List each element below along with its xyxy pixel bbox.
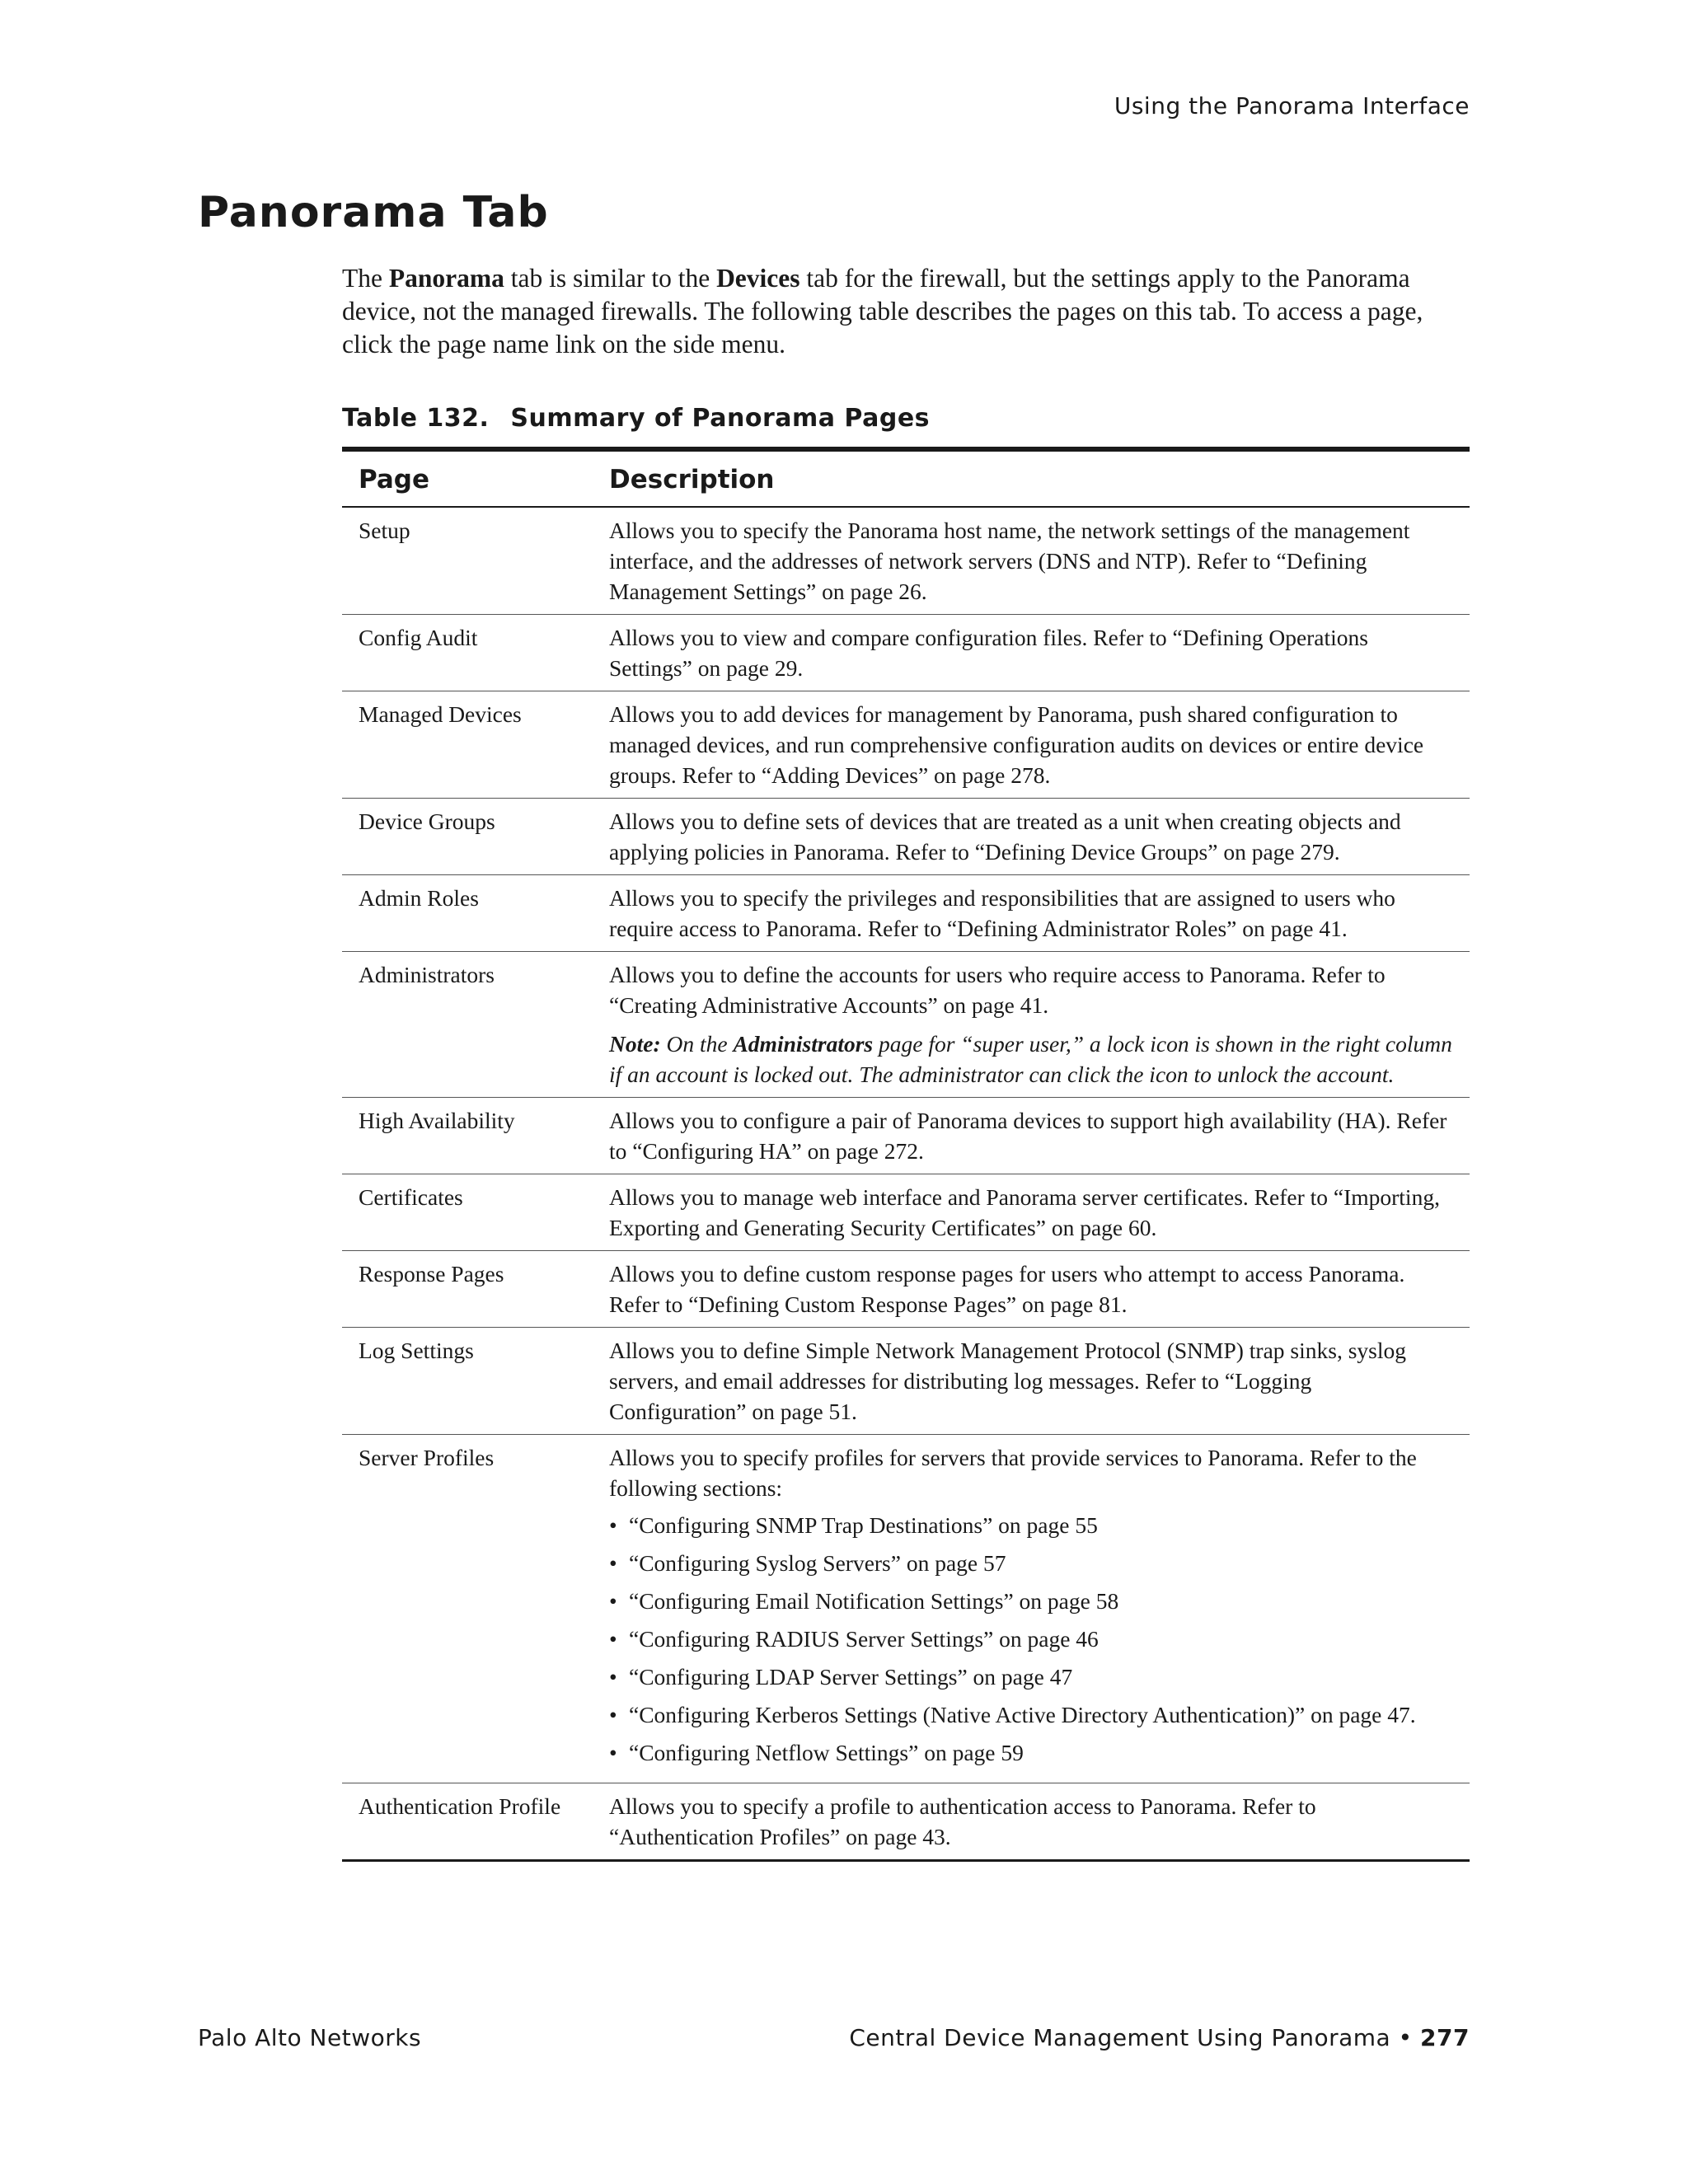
bullet-icon: • bbox=[609, 1740, 617, 1765]
description-cell: Allows you to view and compare configuration files. Refer to “Defining Operations Settings” on page 29. bbox=[593, 615, 1470, 691]
note-label: Note: bbox=[609, 1031, 661, 1057]
table-caption bbox=[342, 404, 930, 433]
running-header: Using the Panorama Interface bbox=[1114, 92, 1470, 120]
summary-table bbox=[342, 447, 1470, 1862]
description-cell: Allows you to define sets of devices that are treated as a unit when creating objects and applying policies in Panorama. Refer to “Defining Device Groups” on page 279. bbox=[593, 799, 1470, 875]
table-caption-number: Table 132. bbox=[342, 404, 490, 433]
table-row bbox=[342, 799, 1470, 875]
page-cell: Config Audit bbox=[342, 615, 593, 691]
description-cell: Allows you to configure a pair of Panorama devices to support high availability (HA). Refer to “Configuring HA” on page 272. bbox=[593, 1098, 1470, 1174]
table-row bbox=[342, 1098, 1470, 1174]
page-cell: High Availability bbox=[342, 1098, 593, 1174]
description-cell: Allows you to specify a profile to authentication access to Panorama. Refer to “Authentication Profiles” on page 43. bbox=[593, 1783, 1470, 1861]
table-header-row bbox=[342, 449, 1470, 507]
table-row bbox=[342, 875, 1470, 952]
footer-page-info bbox=[849, 2024, 1470, 2051]
page-number: 277 bbox=[1420, 2024, 1470, 2051]
reference-list-item: • “Configuring Netflow Settings” on page 59 bbox=[609, 1737, 1453, 1768]
page-cell: Setup bbox=[342, 507, 593, 615]
note-bold-administrators: Administrators bbox=[733, 1031, 874, 1057]
table-row bbox=[342, 1783, 1470, 1861]
table-caption-title: Summary of Panorama Pages bbox=[510, 404, 931, 433]
table-row bbox=[342, 691, 1470, 799]
table-row bbox=[342, 1174, 1470, 1251]
bullet-icon: • bbox=[609, 1664, 617, 1690]
intro-text-1: The bbox=[342, 264, 389, 293]
page-cell: Response Pages bbox=[342, 1251, 593, 1328]
bullet-icon: • bbox=[609, 1512, 617, 1538]
table-row bbox=[342, 952, 1470, 1098]
table-row bbox=[342, 507, 1470, 615]
page-cell: Certificates bbox=[342, 1174, 593, 1251]
footer-company: Palo Alto Networks bbox=[198, 2024, 422, 2051]
description-text: Allows you to define the accounts for users who require access to Panorama. Refer to “Creating Administrative Accounts” on page 41. bbox=[609, 962, 1386, 1018]
description-cell bbox=[593, 952, 1470, 1098]
table-row bbox=[342, 1328, 1470, 1435]
description-text: Allows you to specify profiles for servers that provide services to Panorama. Refer to the following sections: bbox=[609, 1445, 1417, 1501]
page-title: Panorama Tab bbox=[198, 188, 549, 237]
page-cell: Log Settings bbox=[342, 1328, 593, 1435]
bullet-icon: • bbox=[609, 1550, 617, 1576]
description-cell: Allows you to add devices for management by Panorama, push shared configuration to managed devices, and run comprehensive configuration audits on devices or entire device groups. Refer to “Adding Devices” on page 278. bbox=[593, 691, 1470, 799]
note-text-2: page for “super user,” a lock icon is shown in the right column if an account is locked out. The administrator can click the icon to unlock the account. bbox=[609, 1031, 1452, 1087]
intro-paragraph bbox=[342, 262, 1471, 361]
description-cell: Allows you to define Simple Network Management Protocol (SNMP) trap sinks, syslog servers, and email addresses for distributing log messages. Refer to “Logging Configuration” on page 51. bbox=[593, 1328, 1470, 1435]
reference-list-item: • “Configuring RADIUS Server Settings” on page 46 bbox=[609, 1624, 1453, 1654]
bullet-icon: • bbox=[609, 1702, 617, 1727]
description-cell: Allows you to define custom response pages for users who attempt to access Panorama. Refer to “Defining Custom Response Pages” on page 81. bbox=[593, 1251, 1470, 1328]
page-cell: Managed Devices bbox=[342, 691, 593, 799]
reference-list-item: • “Configuring Kerberos Settings (Native Active Directory Authentication)” on page 47. bbox=[609, 1699, 1453, 1730]
table-row bbox=[342, 615, 1470, 691]
table-row bbox=[342, 1251, 1470, 1328]
reference-list-item: • “Configuring LDAP Server Settings” on page 47 bbox=[609, 1661, 1453, 1692]
column-header-description: Description bbox=[593, 449, 1470, 507]
note-text-1: On the bbox=[660, 1031, 734, 1057]
table-row bbox=[342, 1435, 1470, 1783]
reference-list-item: • “Configuring SNMP Trap Destinations” on page 55 bbox=[609, 1510, 1453, 1540]
intro-bold-panorama: Panorama bbox=[388, 264, 504, 293]
server-profile-reference-list bbox=[609, 1510, 1453, 1768]
page-cell: Authentication Profile bbox=[342, 1783, 593, 1861]
column-header-page: Page bbox=[342, 449, 593, 507]
bullet-icon: • bbox=[609, 1626, 617, 1652]
description-cell: Allows you to manage web interface and Panorama server certificates. Refer to “Importing, Exporting and Generating Security Certificates” on page 60. bbox=[593, 1174, 1470, 1251]
intro-text-2: tab is similar to the bbox=[504, 264, 717, 293]
intro-bold-devices: Devices bbox=[716, 264, 800, 293]
page-cell: Administrators bbox=[342, 952, 593, 1098]
description-cell bbox=[593, 1435, 1470, 1783]
administrators-note bbox=[609, 1029, 1453, 1090]
intro-text-3: tab for the firewall, but the settings apply to the Panorama device, not the managed firewalls. The following table describes the pages on this tab. To access a page, click the page name link on the side menu. bbox=[342, 264, 1423, 359]
reference-list-item: • “Configuring Email Notification Settings” on page 58 bbox=[609, 1586, 1453, 1616]
description-cell: Allows you to specify the Panorama host name, the network settings of the management interface, and the addresses of network servers (DNS and NTP). Refer to “Defining Management Settings” on page 26. bbox=[593, 507, 1470, 615]
bullet-icon: • bbox=[609, 1588, 617, 1614]
footer-separator: • bbox=[1398, 2024, 1413, 2051]
reference-list-item: • “Configuring Syslog Servers” on page 57 bbox=[609, 1548, 1453, 1578]
page-cell: Device Groups bbox=[342, 799, 593, 875]
description-cell: Allows you to specify the privileges and responsibilities that are assigned to users who require access to Panorama. Refer to “Defining Administrator Roles” on page 41. bbox=[593, 875, 1470, 952]
page-cell: Server Profiles bbox=[342, 1435, 593, 1783]
page-cell: Admin Roles bbox=[342, 875, 593, 952]
footer-section-title: Central Device Management Using Panorama bbox=[849, 2024, 1391, 2051]
